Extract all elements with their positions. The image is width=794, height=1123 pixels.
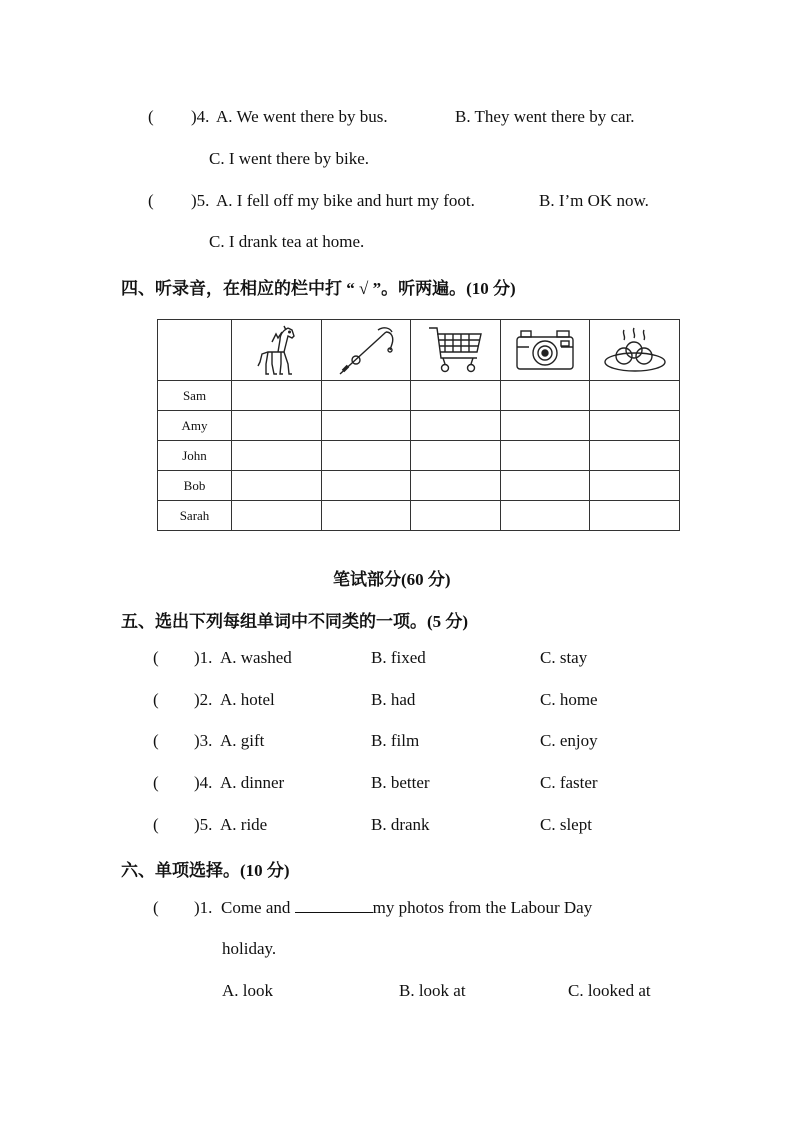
option-c: C. looked at	[568, 981, 651, 1000]
answer-cell[interactable]	[590, 411, 680, 441]
answer-paren-open: (	[153, 690, 159, 709]
answer-cell[interactable]	[232, 381, 322, 411]
answer-cell[interactable]	[232, 471, 322, 501]
stem-continuation: holiday.	[222, 939, 277, 958]
option-a: A. dinner	[220, 773, 285, 792]
answer-cell[interactable]	[500, 441, 590, 471]
option-b: B. look at	[399, 981, 466, 1000]
answer-paren-open: (	[153, 898, 159, 917]
option-b: B. drank	[371, 815, 430, 834]
answer-cell[interactable]	[411, 471, 501, 501]
answer-cell[interactable]	[500, 501, 590, 531]
question-stem	[221, 898, 592, 918]
answer-paren-open: (	[153, 815, 159, 834]
written-part-header: 笔试部分(60 分)	[333, 570, 451, 589]
question-number: )1.	[194, 898, 213, 917]
option-b: B. film	[371, 731, 420, 750]
camera-icon	[513, 325, 577, 375]
question-number: )5.	[191, 191, 210, 210]
answer-paren-open: (	[148, 107, 154, 126]
question-number: )2.	[194, 690, 213, 709]
option-b: B. better	[371, 773, 430, 792]
answer-cell[interactable]	[500, 471, 590, 501]
answer-cell[interactable]	[590, 471, 680, 501]
stem-after: my photos from the Labour Day	[372, 898, 593, 917]
grid-header-cell	[232, 320, 322, 381]
question-number: )4.	[191, 107, 210, 126]
section-title: 五、选出下列每组单词中不同类的一项。(5 分)	[121, 612, 469, 631]
answer-cell[interactable]	[500, 411, 590, 441]
answer-cell[interactable]	[321, 471, 411, 501]
grid-header-cell	[500, 320, 590, 381]
option-c: C. I went there by bike.	[209, 149, 370, 168]
option-c: C. home	[540, 690, 598, 709]
answer-cell[interactable]	[500, 381, 590, 411]
answer-cell[interactable]	[411, 441, 501, 471]
grid-header-cell	[590, 320, 680, 381]
question-number: )3.	[194, 731, 213, 750]
student-name: Sarah	[158, 501, 232, 531]
option-a: A. look	[222, 981, 273, 1000]
answer-cell[interactable]	[232, 501, 322, 531]
option-c: C. stay	[540, 648, 588, 667]
answer-cell[interactable]	[321, 411, 411, 441]
student-name: John	[158, 441, 232, 471]
grid-header-cell	[321, 320, 411, 381]
buns-plate-icon	[602, 324, 668, 376]
option-a: A. washed	[220, 648, 292, 667]
option-a: A. I fell off my bike and hurt my foot.	[216, 191, 475, 210]
answer-cell[interactable]	[232, 411, 322, 441]
option-c: C. I drank tea at home.	[209, 232, 365, 251]
answer-paren-open: (	[153, 731, 159, 750]
student-name: Amy	[158, 411, 232, 441]
section-title: 六、单项选择。(10 分)	[121, 861, 290, 880]
answer-cell[interactable]	[411, 501, 501, 531]
option-a: A. gift	[220, 731, 265, 750]
option-b: B. had	[371, 690, 416, 709]
option-c: C. slept	[540, 815, 592, 834]
option-b: B. fixed	[371, 648, 426, 667]
answer-paren-open: (	[148, 191, 154, 210]
option-b: B. I’m OK now.	[539, 191, 649, 210]
question-number: )1.	[194, 648, 213, 667]
answer-cell[interactable]	[590, 381, 680, 411]
answer-cell[interactable]	[411, 411, 501, 441]
answer-cell[interactable]	[590, 441, 680, 471]
fishing-rod-icon	[334, 322, 398, 378]
answer-cell[interactable]	[590, 501, 680, 531]
option-c: C. enjoy	[540, 731, 598, 750]
listening-grid	[157, 319, 680, 531]
answer-paren-open: (	[153, 773, 159, 792]
answer-cell[interactable]	[411, 381, 501, 411]
option-a: A. hotel	[220, 690, 275, 709]
question-number: )4.	[194, 773, 213, 792]
stem-before: Come and	[221, 898, 291, 917]
answer-cell[interactable]	[321, 381, 411, 411]
grid-header-cell	[411, 320, 501, 381]
student-name: Bob	[158, 471, 232, 501]
option-a: A. We went there by bus.	[216, 107, 388, 126]
question-number: )5.	[194, 815, 213, 834]
answer-cell[interactable]	[321, 441, 411, 471]
shopping-cart-icon	[425, 322, 485, 378]
option-b: B. They went there by car.	[455, 107, 635, 126]
fill-in-blank[interactable]	[295, 898, 373, 913]
corner-cell	[158, 320, 232, 381]
section-title: 四、听录音，在相应的栏中打 “ √ ”。听两遍。(10 分)	[121, 279, 516, 298]
horse-icon	[248, 322, 304, 378]
answer-cell[interactable]	[232, 441, 322, 471]
option-a: A. ride	[220, 815, 268, 834]
option-c: C. faster	[540, 773, 598, 792]
student-name: Sam	[158, 381, 232, 411]
answer-cell[interactable]	[321, 501, 411, 531]
answer-paren-open: (	[153, 648, 159, 667]
